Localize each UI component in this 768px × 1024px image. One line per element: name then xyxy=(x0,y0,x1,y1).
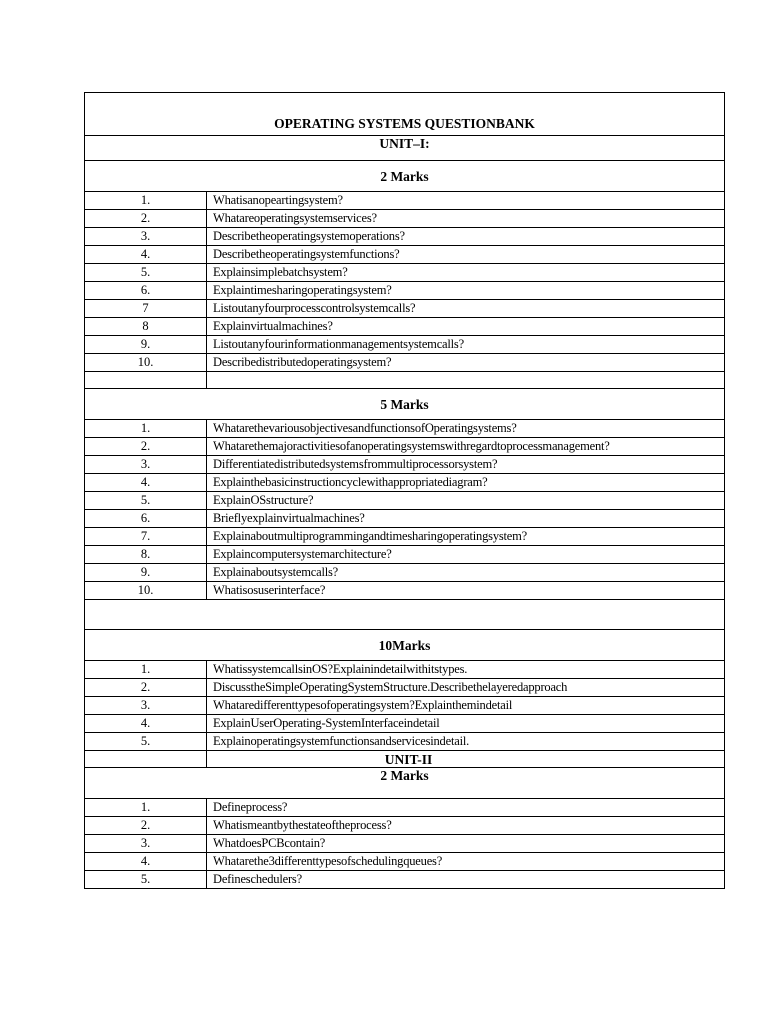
question-text: Explainsimplebatchsystem? xyxy=(207,264,725,282)
question-text: Whatarethemajoractivitiesofanoperatingsystemswithregardtoprocessmanagement? xyxy=(207,438,725,456)
question-text: Defineschedulers? xyxy=(207,871,725,889)
document-title: OPERATING SYSTEMS QUESTIONBANK xyxy=(85,93,725,136)
unit-1-5-marks-heading: 5 Marks xyxy=(85,389,725,420)
question-number: 6. xyxy=(85,510,207,528)
question-number: 4. xyxy=(85,474,207,492)
question-number: 2. xyxy=(85,438,207,456)
question-text: Explainthebasicinstructioncyclewithappropriatediagram? xyxy=(207,474,725,492)
question-row xyxy=(85,318,725,336)
question-number: 1. xyxy=(85,799,207,817)
question-text: Whatisanopeartingsystem? xyxy=(207,192,725,210)
question-row xyxy=(85,679,725,697)
section-heading-row xyxy=(85,630,725,661)
question-row xyxy=(85,715,725,733)
question-number: 4. xyxy=(85,715,207,733)
question-row xyxy=(85,733,725,751)
question-number: 4. xyxy=(85,853,207,871)
question-number: 9. xyxy=(85,564,207,582)
question-text: Describetheoperatingsystemoperations? xyxy=(207,228,725,246)
question-number: 2. xyxy=(85,817,207,835)
section-heading-row xyxy=(85,389,725,420)
question-row xyxy=(85,210,725,228)
question-number: 7. xyxy=(85,528,207,546)
question-number: 1. xyxy=(85,192,207,210)
question-row xyxy=(85,546,725,564)
question-row xyxy=(85,336,725,354)
question-number: 4. xyxy=(85,246,207,264)
unit-1-2-marks-heading: 2 Marks xyxy=(85,161,725,192)
question-text: DiscusstheSimpleOperatingSystemStructure.Describethelayeredapproach xyxy=(207,679,725,697)
question-row xyxy=(85,835,725,853)
question-row xyxy=(85,492,725,510)
unit-1-5-marks-rows xyxy=(85,420,725,600)
question-text: Describedistributedoperatingsystem? xyxy=(207,354,725,372)
question-text: Describetheoperatingsystemfunctions? xyxy=(207,246,725,264)
question-text: Whatismeantbythestateoftheprocess? xyxy=(207,817,725,835)
question-number: 8 xyxy=(85,318,207,336)
blank-row xyxy=(85,372,725,389)
question-row xyxy=(85,817,725,835)
question-text: Brieflyexplainvirtualmachines? xyxy=(207,510,725,528)
unit-1-10-marks-heading: 10Marks xyxy=(85,630,725,661)
question-number: 3. xyxy=(85,835,207,853)
question-number: 6. xyxy=(85,282,207,300)
question-row xyxy=(85,420,725,438)
question-number: 3. xyxy=(85,456,207,474)
question-text: ExplainOSstructure? xyxy=(207,492,725,510)
question-number: 5. xyxy=(85,733,207,751)
question-text: Explainvirtualmachines? xyxy=(207,318,725,336)
unit-row xyxy=(85,751,725,768)
question-text: WhatarethevariousobjectivesandfunctionsofOperatingsystems? xyxy=(207,420,725,438)
question-row xyxy=(85,438,725,456)
question-text: Whataredifferenttypesofoperatingsystem?Explainthemindetail xyxy=(207,697,725,715)
question-row xyxy=(85,582,725,600)
question-number: 8. xyxy=(85,546,207,564)
question-number: 2. xyxy=(85,210,207,228)
question-row xyxy=(85,799,725,817)
question-text: Differentiatedistributedsystemsfrommultiprocessorsystem? xyxy=(207,456,725,474)
question-number: 10. xyxy=(85,354,207,372)
unit-row xyxy=(85,136,725,161)
question-row xyxy=(85,246,725,264)
question-text: WhatissystemcallsinOS?Explainindetailwithitstypes. xyxy=(207,661,725,679)
question-row xyxy=(85,300,725,318)
unit-2-label: UNIT-II xyxy=(207,751,725,768)
unit-1-label: UNIT–I: xyxy=(85,136,725,161)
question-number: 3. xyxy=(85,228,207,246)
unit-2-2-marks-heading: 2 Marks xyxy=(85,768,725,799)
question-row xyxy=(85,192,725,210)
question-row xyxy=(85,354,725,372)
question-text: Explaintimesharingoperatingsystem? xyxy=(207,282,725,300)
question-row xyxy=(85,264,725,282)
question-text: Whatarethe3differenttypesofschedulingqueues? xyxy=(207,853,725,871)
question-number: 3. xyxy=(85,697,207,715)
question-row xyxy=(85,282,725,300)
question-text: Explaincomputersystemarchitecture? xyxy=(207,546,725,564)
question-number: 1. xyxy=(85,661,207,679)
question-text: Listoutanyfourinformationmanagementsystemcalls? xyxy=(207,336,725,354)
question-text: Explainoperatingsystemfunctionsandservicesindetail. xyxy=(207,733,725,751)
question-row xyxy=(85,528,725,546)
question-row xyxy=(85,564,725,582)
question-number: 7 xyxy=(85,300,207,318)
question-number: 5. xyxy=(85,492,207,510)
question-text: WhatdoesPCBcontain? xyxy=(207,835,725,853)
question-row xyxy=(85,510,725,528)
question-text: Whatisosuserinterface? xyxy=(207,582,725,600)
question-text: Listoutanyfourprocesscontrolsystemcalls? xyxy=(207,300,725,318)
question-text: Explainaboutsystemcalls? xyxy=(207,564,725,582)
question-text: Defineprocess? xyxy=(207,799,725,817)
unit-1-2-marks-rows xyxy=(85,192,725,372)
question-row xyxy=(85,697,725,715)
question-row xyxy=(85,853,725,871)
question-row xyxy=(85,474,725,492)
question-text: Whatareoperatingsystemservices? xyxy=(207,210,725,228)
question-number: 10. xyxy=(85,582,207,600)
question-text: ExplainUserOperating-SystemInterfaceindetail xyxy=(207,715,725,733)
question-row xyxy=(85,456,725,474)
question-row xyxy=(85,871,725,889)
question-number: 9. xyxy=(85,336,207,354)
question-bank-table xyxy=(84,92,725,889)
question-row xyxy=(85,228,725,246)
question-number: 5. xyxy=(85,264,207,282)
question-row xyxy=(85,661,725,679)
question-text: Explainaboutmultiprogrammingandtimesharingoperatingsystem? xyxy=(207,528,725,546)
unit-2-2-marks-rows xyxy=(85,799,725,889)
unit-1-10-marks-rows xyxy=(85,661,725,751)
question-number: 1. xyxy=(85,420,207,438)
blank-row xyxy=(85,600,725,630)
section-heading-row xyxy=(85,768,725,799)
question-number: 2. xyxy=(85,679,207,697)
section-heading-row xyxy=(85,161,725,192)
title-row xyxy=(85,93,725,136)
question-number: 5. xyxy=(85,871,207,889)
